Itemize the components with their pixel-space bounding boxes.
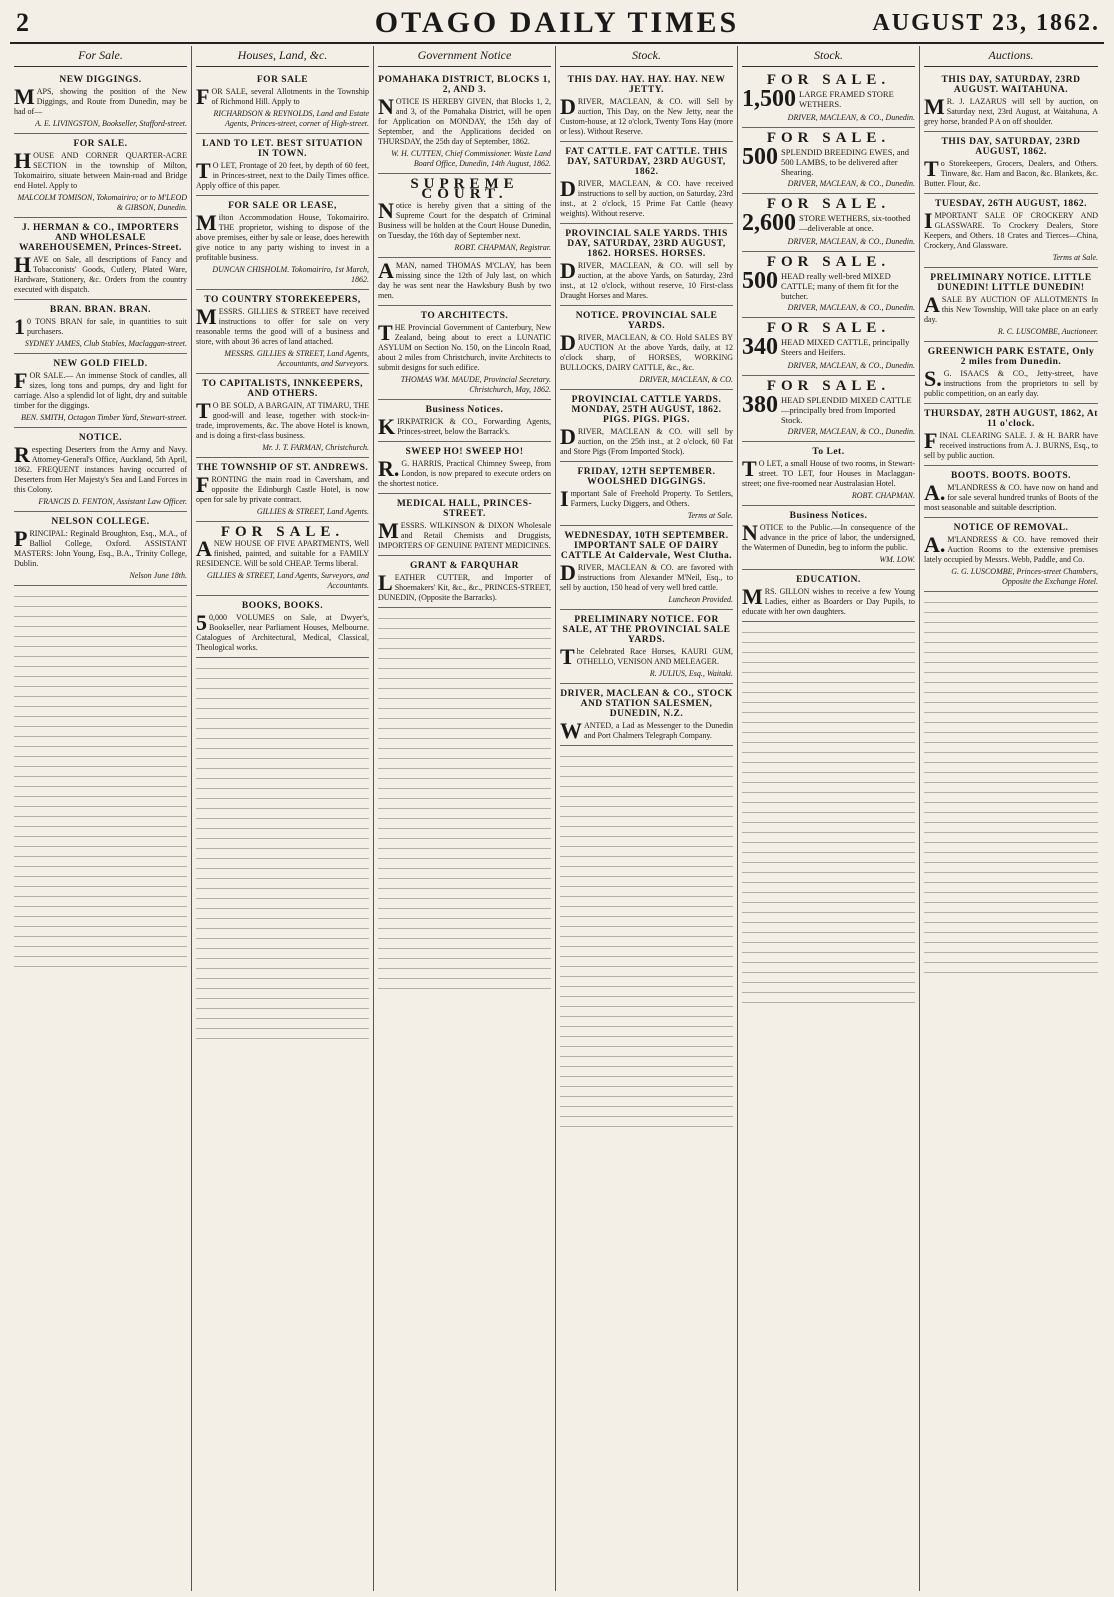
ad-body: DRIVER, MACLEAN, & CO. Hold SALES BY AUCTION At the above Yards, daily, at 12 o'clock sharp, of HORSES, WORKING BULLOCKS, DAIRY CATTLE, &c., &c. [560, 330, 733, 372]
column-heading: Houses, Land, &c. [196, 46, 369, 67]
advertisement [378, 556, 551, 608]
advertisement [560, 390, 733, 462]
ad-body: NOTICE IS HEREBY GIVEN, that Blocks 1, 2, and 3, of the Pomahaka District, will be open for Application on MONDAY, the 15th day of September, and the Applications decided on THURSDAY, the 25th day of September, 1862. [378, 94, 551, 146]
ad-signature: G. G. LUSCOMBE, Princes-street Chambers, Opposite the Exchange Hotel. [951, 567, 1098, 586]
advertisement [560, 306, 733, 390]
ad-signature: R. C. LUSCOMBE, Auctioneer. [997, 327, 1098, 336]
ad-body: LEATHER CUTTER, and Importer of Shoemakers' Kit, &c., &c., PRINCES-STREET, DUNEDIN, (Opposite the Barracks). [378, 570, 551, 602]
ad-body: HEAD MIXED CATTLE, principally Steers and Heifers. [781, 337, 910, 357]
advertisement [196, 134, 369, 196]
ad-body: Milton Accommodation House, Tokomairiro. THE proprietor, wishing to dispose of the above premises, either by sale or lease, does herewith give notice to any party wishing to invest in a profitable business. [196, 210, 369, 262]
advertisement [196, 596, 369, 658]
ad-body: 10 TONS BRAN for sale, in quantities to suit purchasers. [14, 314, 187, 339]
ad-quantity: 380 [742, 392, 778, 418]
column-text-filler [14, 590, 187, 970]
ad-signature: THOMAS WM. MAUDE, Provincial Secretary. Christchurch, May, 1862. [400, 375, 551, 394]
column-5 [738, 46, 920, 1591]
ad-signature: MESSRS. GILLIES & STREET, Land Agents, Accountants, and Surveyors. [224, 349, 369, 368]
advertisement [924, 466, 1098, 518]
advertisement [742, 570, 915, 622]
ad-signature: BEN. SMITH, Octagon Timber Yard, Stewart-street. [20, 413, 187, 422]
ad-quantity: 340 [742, 334, 778, 360]
ad-body: TO LET, a small House of two rooms, in Stewart-street. TO LET, four Houses in Maclaggan-street; one five-roomed near Australasian Hotel. [742, 456, 915, 488]
ad-body: S.G. ISAACS & CO., Jetty-street, have instructions from the proprietors to sell by public competition, on an early day. [924, 366, 1098, 398]
advertisement [560, 70, 733, 142]
ad-heading: THIS DAY, SATURDAY, 23RD AUGUST. WAITAHUNA. [941, 75, 1081, 95]
ad-body: A.M'LANDRESS & CO. have removed their Auction Rooms to the extensive premises lately occupied by Messrs. Webb, Paddle, and Co. [924, 532, 1098, 564]
ad-heading: PRELIMINARY NOTICE. LITTLE DUNEDIN! LITTLE DUNEDIN! [930, 273, 1092, 293]
ad-body: MESSRS. GILLIES & STREET have received instructions to offer for sale on very reasonable terms the good will of a business and store, with about 36 acres of land attached. [196, 304, 369, 346]
ad-body: HEAD SPLENDID MIXED CATTLE—principally bred from Imported Stock. [781, 395, 912, 425]
ad-body: FOR SALE.— An immense Stock of candles, all sizes, long tons and pumps, dry and light for carriage. Also a splendid lot of light, dry and suitable timber for the diggings. [14, 368, 187, 410]
ad-heading: NOTICE. PROVINCIAL SALE YARDS. [575, 311, 718, 331]
ad-signature: DRIVER, MACLEAN, & CO. [639, 375, 733, 384]
ad-heading: TUESDAY, 26TH AUGUST, 1862. [935, 199, 1087, 209]
ad-quantity: 2,600 [742, 210, 796, 236]
ad-quantity-row [742, 269, 915, 301]
ad-body: MR. J. LAZARUS will sell by auction, on Saturday next, 23rd August, at Waitahuna, A grey horse, branded P A on off shoulder. [924, 94, 1098, 126]
column-text-filler [378, 612, 551, 992]
ad-body: DRIVER, MACLEAN, & CO. will sell by auction, at the above Yards, on Saturday, 23rd inst., at 12 o'clock, without reserve, 10 First-class Draught Horses and Mares. [560, 258, 733, 300]
column-2 [192, 46, 374, 1591]
advertisement [14, 70, 187, 134]
column-3 [374, 46, 556, 1591]
column-text-filler [924, 596, 1098, 976]
ad-heading: Business Notices. [789, 511, 868, 521]
ad-body: AMAN, named THOMAS M'CLAY, has been missing since the 12th of July last, on which day he was sent near the Hawksbury Bush by two men. [378, 258, 551, 300]
ad-quantity-row [742, 145, 915, 177]
ad-signature: DRIVER, MACLEAN, & CO., Dunedin. [787, 179, 915, 188]
column-6 [920, 46, 1102, 1591]
ad-signature: DUNCAN CHISHOLM. Tokomairiro, 1st March, 1862. [212, 265, 369, 284]
ad-heading: THIS DAY, SATURDAY, 23RD AUGUST, 1862. [941, 137, 1081, 157]
ad-quantity: 500 [742, 144, 778, 170]
ad-body: FOR SALE, several Allotments in the Township of Richmond Hill. Apply to [196, 84, 369, 109]
ad-body: HEAD really well-bred MIXED CATTLE; many of them fit for the butcher. [781, 271, 899, 301]
advertisement [742, 442, 915, 506]
advertisement [924, 132, 1098, 194]
ad-heading: BRAN. BRAN. BRAN. [49, 305, 152, 315]
advertisement [14, 354, 187, 428]
advertisement [560, 224, 733, 306]
ad-signature: Nelson June 18th. [129, 571, 187, 580]
ad-display-heading: FOR SALE. [766, 196, 891, 212]
advertisement [560, 142, 733, 224]
ad-heading: NOTICE. [78, 433, 123, 443]
ad-display-heading: FOR SALE. [766, 320, 891, 336]
ad-signature: R. JULIUS, Esq., Waitaki. [649, 669, 733, 678]
ad-heading: Business Notices. [425, 405, 504, 415]
ad-heading: THURSDAY, 28TH AUGUST, 1862, At 11 o'clock. [924, 409, 1098, 429]
ad-heading: MEDICAL HALL, PRINCES-STREET. [396, 499, 533, 519]
ad-display-heading: FOR SALE. [766, 130, 891, 146]
ad-body: ANEW HOUSE OF FIVE APARTMENTS, Well finished, painted, and suitable for a FAMILY RESIDENCE. Will be sold CHEAP. Terms liberal. [196, 536, 369, 568]
advertisement [924, 194, 1098, 268]
ad-body: R.G. HARRIS, Practical Chimney Sweep, from London, is now prepared to execute orders on the shortest notice. [378, 456, 551, 488]
ad-body: TO LET, Frontage of 20 feet, by depth of 60 feet, in Princes-street, next to the Daily Times office. Apply office of this paper. [196, 158, 369, 190]
ad-quantity: 1,500 [742, 86, 796, 112]
column-4 [556, 46, 738, 1591]
column-heading: Stock. [560, 46, 733, 67]
ad-signature: W. H. CUTTEN, Chief Commissioner. Waste Land Board Office, Dunedin, 14th August, 1862. [391, 149, 551, 168]
advertisement [924, 518, 1098, 592]
ad-heading: FOR SALE OR LEASE, [228, 201, 337, 211]
ad-signature: GILLIES & STREET, Land Agents, Surveyors, and Accountants. [206, 571, 369, 590]
column-text-filler [196, 662, 369, 1042]
ad-quantity-row [742, 335, 915, 359]
ad-signature: GILLIES & STREET, Land Agents. [256, 507, 369, 516]
columns [10, 46, 1104, 1591]
column-text-filler [742, 626, 915, 1006]
ad-body: Respecting Deserters from the Army and Navy. Attorney-General's Office, Auckland, 5th April, 1862. FREQUENT instances having occurred of Deserters from Her Majesty's Sea and Land Forces in this Colony. [14, 442, 187, 494]
ad-body: STORE WETHERS, six-toothed—deliverable at once. [799, 213, 911, 233]
ad-body: DRIVER, MACLEAN, & CO. have received instructions to sell by auction, on Saturday, 23rd inst., at 2 o'clock, 15 Prime Fat Cattle (heavy weights). Without reserve. [560, 176, 733, 218]
ad-signature: Terms at Sale. [687, 511, 733, 520]
advertisement [14, 300, 187, 354]
ad-body: DRIVER, MACLEAN & CO. are favored with instructions from Alexander M'Neil, Esq., to sell by auction, 150 head of very well bred cattle. [560, 560, 733, 592]
ad-body: 50,000 VOLUMES on Sale, at Dwyer's, Bookseller, near Parliament Houses, Melbourne. Catalogues of Architectural, Medical, Classical, Theological works. [196, 610, 369, 652]
ad-display-heading: FOR SALE. [220, 524, 345, 540]
masthead [10, 6, 1104, 44]
advertisement [560, 462, 733, 526]
advertisement [196, 374, 369, 458]
ad-body: WANTED, a Lad as Messenger to the Dunedin and Port Chalmers Telegraph Company. [560, 718, 733, 743]
advertisement [378, 258, 551, 306]
advertisement [378, 306, 551, 400]
ad-body: PRINCIPAL: Reginald Broughton, Esq., M.A., of Balliol College, Oxford. ASSISTANT MASTERS: John Young, Esq., B.A., Trinity College, Dublin. [14, 526, 187, 568]
ad-heading: THE TOWNSHIP OF ST. ANDREWS. [196, 463, 369, 473]
ad-display-heading: FOR SALE. [766, 378, 891, 394]
ad-signature: ROBT. CHAPMAN. [851, 491, 915, 500]
ad-body: IMPORTANT SALE OF CROCKERY AND GLASSWARE. To Crockery Dealers, Store Keepers, and Others. 18 Crates and Tierces—China, Crockery, And Glassware. [924, 208, 1098, 250]
ad-body: The Celebrated Race Horses, KAURI GUM, OTHELLO, VENISON AND MELEAGER. [560, 644, 733, 669]
advertisement [196, 196, 369, 290]
advertisement [560, 526, 733, 610]
column-text-filler [560, 750, 733, 1130]
ad-signature: RICHARDSON & REYNOLDS, Land and Estate Agents, Princes-street, corner of High-street. [213, 109, 369, 128]
column-heading: Government Notice [378, 46, 551, 67]
ad-body: MAPS, showing the position of the New Diggings, and Route from Dunedin, may be had of— [14, 84, 187, 116]
ad-body: HOUSE AND CORNER QUARTER-ACRE SECTION in the township of Milton, Tokomairiro, situate between Main-road and Bridge end Hotel. Apply to [14, 148, 187, 190]
ad-heading: NELSON COLLEGE. [51, 517, 150, 527]
column-heading: Auctions. [924, 46, 1098, 67]
advertisement [196, 458, 369, 522]
ad-signature: DRIVER, MACLEAN, & CO., Dunedin. [787, 303, 915, 312]
advertisement [560, 684, 733, 746]
ad-heading: PROVINCIAL CATTLE YARDS. MONDAY, 25TH AUGUST, 1862. PIGS. PIGS. PIGS. [571, 395, 722, 425]
ad-quantity: 500 [742, 268, 778, 294]
advertisement [924, 342, 1098, 404]
ad-quantity-row [742, 393, 915, 425]
ad-signature: Mr. J. T. FARMAN, Christchurch. [262, 443, 369, 452]
ad-heading: TO COUNTRY STOREKEEPERS, [204, 295, 361, 305]
issue-date: AUGUST 23, 1862. [872, 10, 1100, 36]
ad-signature: Luncheon Provided. [668, 595, 733, 604]
ad-body: THE Provincial Government of Canterbury, New Zealand, being about to erect a LUNATIC ASYLUM on Section No. 150, on the Lincoln Road, about 2 miles from Christchurch, invite Architects to submit designs for such edifice. [378, 320, 551, 372]
ad-heading: FRIDAY, 12TH SEPTEMBER. WOOLSHED DIGGINGS. [577, 467, 716, 487]
ad-signature: SYDNEY JAMES, Club Stables, Maclaggan-street. [24, 339, 187, 348]
ad-heading: PROVINCIAL SALE YARDS. THIS DAY, SATURDAY, 23RD AUGUST, 1862. HORSES. HORSES. [565, 229, 728, 259]
ad-signature: FRANCIS D. FENTON, Assistant Law Officer. [38, 497, 187, 506]
newspaper-title: OTAGO DAILY TIMES [374, 6, 740, 39]
ad-heading: NOTICE OF REMOVAL. [953, 523, 1069, 533]
ad-heading: NEW DIGGINGS. [59, 75, 142, 85]
ad-body: HAVE on Sale, all descriptions of Fancy and Tobacconists' Goods, Cutlery, Plated Ware, Hardware, Stationery, &c. Orders from the country executed with dispatch. [14, 252, 187, 294]
advertisement [742, 70, 915, 128]
advertisement [742, 318, 915, 376]
advertisement [560, 610, 733, 684]
ad-heading: EDUCATION. [796, 575, 861, 585]
ad-heading: GRANT & FARQUHAR [410, 561, 519, 571]
ad-heading: To Let. [812, 447, 845, 457]
ad-heading: BOOTS. BOOTS. BOOTS. [950, 471, 1072, 481]
ad-heading: TO CAPITALISTS, INNKEEPERS, AND OTHERS. [202, 379, 363, 399]
ad-signature: A. E. LIVINGSTON, Bookseller, Stafford-street. [35, 119, 187, 128]
ad-body: A.M'LANDRESS & CO. have now on hand and for sale several hundred trunks of Boots of the most seasonable and suitable description. [924, 480, 1098, 512]
ad-heading: J. HERMAN & CO., IMPORTERS AND WHOLESALE WAREHOUSEMEN, Princes-Street. [19, 223, 182, 253]
ad-heading: WEDNESDAY, 10TH SEPTEMBER. IMPORTANT SALE OF DAIRY CATTLE At Caldervale, West Clutha. [560, 531, 733, 561]
ad-display-heading: FOR SALE. [766, 254, 891, 270]
ad-heading: FOR SALE. [73, 139, 128, 149]
ad-heading: PRELIMINARY NOTICE. FOR SALE, AT THE PROVINCIAL SALE YARDS. [562, 615, 731, 645]
ad-heading: NEW GOLD FIELD. [53, 359, 148, 369]
ad-display-heading: FOR SALE. [766, 72, 891, 88]
ad-heading: POMAHAKA DISTRICT, BLOCKS 1, 2, AND 3. [378, 75, 551, 95]
ad-signature: DRIVER, MACLEAN, & CO., Dunedin. [787, 237, 915, 246]
advertisement [14, 134, 187, 218]
ad-quantity-row [742, 211, 915, 235]
ad-heading: DRIVER, MACLEAN & CO., STOCK AND STATION SALESMEN, DUNEDIN, N.Z. [560, 689, 733, 719]
ad-heading: GREENWICH PARK ESTATE, Only 2 miles from Dunedin. [927, 347, 1095, 367]
ad-body: FRONTING the main road in Caversham, and opposite the Edinburgh Castle Hotel, is now open for sale by private contract. [196, 472, 369, 504]
ad-body: SPLENDID BREEDING EWES, and 500 LAMBS, to be delivered after Shearing. [781, 147, 909, 177]
ad-body: Important Sale of Freehold Property. To Settlers, Farmers, Lucky Diggers, and Others. [560, 486, 733, 511]
advertisement [742, 376, 915, 442]
advertisement [14, 428, 187, 512]
ad-signature: DRIVER, MACLEAN, & CO., Dunedin. [787, 113, 915, 122]
advertisement [924, 404, 1098, 466]
ad-body: ASALE BY AUCTION OF ALLOTMENTS In this New Township, Will take place on an early day. [924, 292, 1098, 324]
ad-body: To Storekeepers, Grocers, Dealers, and Others. Tinware, &c. Ham and Bacon, &c. Blankets, &c. Butter. Flour, &c. [924, 156, 1098, 188]
advertisement [378, 174, 551, 258]
advertisement [742, 252, 915, 318]
ad-heading: LAND TO LET. BEST SITUATION IN TOWN. [202, 139, 363, 159]
ad-signature: ROBT. CHAPMAN, Registrar. [454, 243, 551, 252]
column-1 [10, 46, 192, 1591]
ad-heading: BOOKS, BOOKS. [241, 601, 324, 611]
ad-body: DRIVER, MACLEAN & CO. will sell by auction, on the 25th inst., at 2 o'clock, 60 Fat and Store Pigs (From Imported Stock). [560, 424, 733, 456]
ad-signature: WM. LOW. [879, 555, 915, 564]
ad-heading: TO ARCHITECTS. [420, 311, 509, 321]
ad-body: KIRKPATRICK & CO., Forwarding Agents, Princes-street, below the Barrack's. [378, 414, 551, 439]
ad-body: MESSRS. WILKINSON & DIXON Wholesale and Retail Chemists and Druggists, IMPORTERS OF GENUINE PATENT MEDICINES. [378, 518, 551, 550]
ad-signature: MALCOLM TOMISON, Tokomairiro; or to M'LEOD & GIBSON, Dunedin. [17, 193, 187, 212]
ad-body: NOTICE to the Public.—In consequence of the advance in the price of labor, the undersigned, the Watermen of Dunedin, beg to inform the public. [742, 520, 915, 552]
advertisement [742, 506, 915, 570]
advertisement [378, 442, 551, 494]
advertisement [924, 70, 1098, 132]
ad-display-heading: SUPREME COURT. [410, 176, 519, 202]
column-heading: For Sale. [14, 46, 187, 67]
advertisement [196, 70, 369, 134]
ad-body: MRS. GILLON wishes to receive a few Young Ladies, either as Boarders or Day Pupils, to educate with her own daughters. [742, 584, 915, 616]
column-heading: Stock. [742, 46, 915, 67]
advertisement [378, 70, 551, 174]
advertisement [196, 290, 369, 374]
ad-signature: DRIVER, MACLEAN, & CO., Dunedin. [787, 427, 915, 436]
ad-heading: FAT CATTLE. FAT CATTLE. THIS DAY, SATURDAY, 23RD AUGUST, 1862. [565, 147, 728, 177]
ad-body: TO BE SOLD, A BARGAIN, AT TIMARU, THE good-will and lease, together with stock-in-trade, improvements, &c. The above Hotel is known, and is doing a first-class business. [196, 398, 369, 440]
ad-body: DRIVER, MACLEAN, & CO. will Sell by auction, This Day, on the New Jetty, near the Custom-house, at 12 o'clock, Twenty Tons Hay (more or less). Without Reserve. [560, 94, 733, 136]
advertisement [14, 218, 187, 300]
advertisement [378, 400, 551, 442]
ad-body: FINAL CLEARING SALE. J. & H. BARR have received instructions from A. J. BURNS, Esq., to sell by public auction. [924, 428, 1098, 460]
advertisement [378, 494, 551, 556]
advertisement [742, 128, 915, 194]
ad-heading: THIS DAY. HAY. HAY. HAY. NEW JETTY. [567, 75, 726, 95]
ad-body: Notice is hereby given that a sitting of the Supreme Court for the despatch of Criminal Business will be holden at the Court House Dunedin, on Tuesday, the 16th day of September next. [378, 198, 551, 240]
ad-signature: DRIVER, MACLEAN, & CO., Dunedin. [787, 361, 915, 370]
advertisement [742, 194, 915, 252]
ad-body: LARGE FRAMED STORE WETHERS. [799, 89, 894, 109]
ad-heading: FOR SALE [256, 75, 309, 85]
advertisement [196, 522, 369, 596]
advertisement [14, 512, 187, 586]
advertisement [924, 268, 1098, 342]
ad-signature: Terms at Sale. [1052, 253, 1098, 262]
ad-quantity-row [742, 87, 915, 111]
page-number: 2 [16, 8, 29, 37]
ad-heading: SWEEP HO! SWEEP HO! [405, 447, 524, 457]
